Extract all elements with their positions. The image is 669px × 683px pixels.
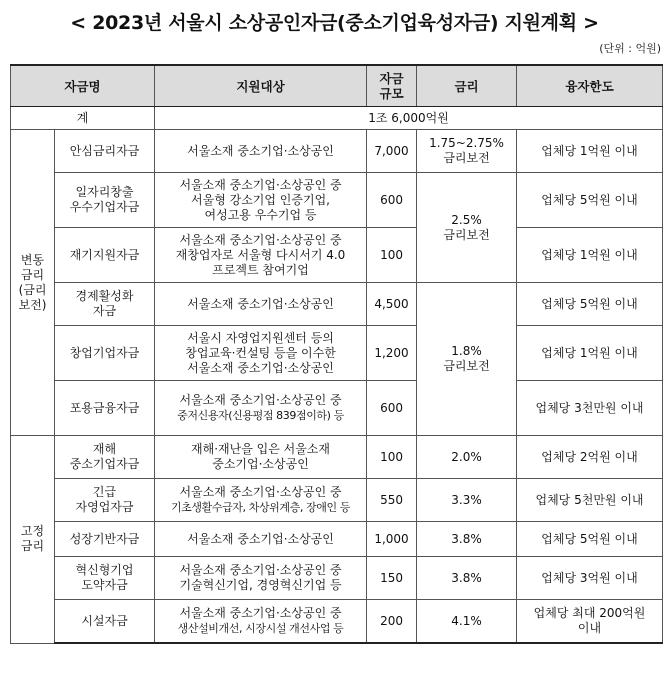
group-label-line: (금리 bbox=[18, 282, 47, 297]
header-scale-line: 규모 bbox=[379, 86, 404, 101]
fund-target-line: 서울소재 중소기업·소상공인 중 bbox=[179, 606, 342, 620]
group-label-line: 금리 bbox=[20, 539, 45, 554]
fund-name-line: 성장기반자금 bbox=[69, 531, 140, 546]
fund-limit-line: 업체당 1억원 이내 bbox=[541, 143, 638, 158]
table-row bbox=[11, 130, 663, 173]
total-row bbox=[11, 107, 663, 130]
fund-target-line: 서울형 강소기업 인증기업, bbox=[191, 192, 330, 207]
total-label: 계 bbox=[11, 107, 155, 130]
fund-name bbox=[55, 283, 155, 326]
header-limit: 융자한도 bbox=[517, 65, 663, 107]
fund-name-line: 재기지원자금 bbox=[69, 247, 140, 262]
table-row bbox=[11, 479, 663, 522]
fund-limit bbox=[517, 228, 663, 283]
fund-scale: 100 bbox=[367, 228, 417, 283]
fund-name bbox=[55, 228, 155, 283]
fund-limit-line: 이내 bbox=[577, 621, 602, 635]
header-scale-line: 자금 bbox=[379, 71, 404, 86]
fund-limit-line: 업체당 최대 200억원 bbox=[533, 606, 646, 620]
fund-target bbox=[155, 283, 367, 326]
fund-name-line: 도약자금 bbox=[81, 578, 128, 592]
table-row bbox=[11, 326, 663, 381]
fund-rate-line: 1.8% bbox=[451, 344, 482, 358]
fund-name-line: 우수기업자금 bbox=[69, 200, 140, 214]
fund-scale: 600 bbox=[367, 381, 417, 436]
fund-limit-line: 업체당 1억원 이내 bbox=[541, 345, 638, 360]
fund-scale: 550 bbox=[367, 479, 417, 522]
fund-name-line: 포용금융자금 bbox=[69, 400, 140, 415]
fund-name-line: 긴급 bbox=[92, 485, 117, 499]
fund-scale: 1,000 bbox=[367, 522, 417, 557]
fund-limit-line: 업체당 5천만원 이내 bbox=[535, 492, 644, 507]
table-row bbox=[11, 381, 663, 436]
group-fixed-rate bbox=[11, 436, 55, 644]
fund-limit-line: 업체당 5억원 이내 bbox=[541, 192, 638, 207]
fund-name-line: 경제활성화 bbox=[75, 289, 134, 303]
fund-name bbox=[55, 600, 155, 644]
fund-target-line: 서울소재 중소기업·소상공인 중 bbox=[179, 177, 342, 192]
fund-limit-line: 업체당 5억원 이내 bbox=[541, 531, 638, 546]
fund-limit bbox=[517, 557, 663, 600]
fund-scale: 100 bbox=[367, 436, 417, 479]
fund-target-line: 프로젝트 참여기업 bbox=[212, 262, 309, 277]
header-rate: 금리 bbox=[417, 65, 517, 107]
fund-target-line: 생산설비개선, 시장시설 개선사업 등 bbox=[177, 622, 344, 635]
total-value: 1조 6,000억원 bbox=[155, 107, 663, 130]
fund-limit bbox=[517, 600, 663, 644]
table-row bbox=[11, 600, 663, 644]
group-label-line: 금리 bbox=[20, 267, 45, 282]
fund-name bbox=[55, 436, 155, 479]
fund-name bbox=[55, 522, 155, 557]
fund-target-line: 기술혁신기업, 경영혁신기업 등 bbox=[179, 578, 342, 592]
fund-target-line: 중소기업·소상공인 bbox=[212, 457, 309, 471]
fund-limit-line: 업체당 3천만원 이내 bbox=[535, 400, 644, 415]
table-row bbox=[11, 557, 663, 600]
fund-target-line: 재해·재난을 입은 서울소재 bbox=[191, 442, 330, 456]
fund-limit-line: 업체당 2억원 이내 bbox=[541, 449, 638, 464]
unit-note: (단위 : 억원) bbox=[599, 42, 661, 55]
fund-rate bbox=[417, 479, 517, 522]
fund-name-line: 시설자금 bbox=[81, 613, 128, 628]
fund-target bbox=[155, 130, 367, 173]
fund-target bbox=[155, 326, 367, 381]
fund-scale: 1,200 bbox=[367, 326, 417, 381]
fund-target-line: 여성고용 우수기업 등 bbox=[204, 207, 317, 222]
table-row bbox=[11, 283, 663, 326]
fund-name-line: 자금 bbox=[92, 304, 117, 318]
fund-target-line: 서울소재 중소기업·소상공인 bbox=[187, 296, 334, 311]
group-label-line: 고정 bbox=[20, 524, 45, 539]
fund-limit bbox=[517, 436, 663, 479]
fund-rate bbox=[417, 557, 517, 600]
fund-limit bbox=[517, 283, 663, 326]
header-fund-name: 자금명 bbox=[11, 65, 155, 107]
fund-target bbox=[155, 522, 367, 557]
fund-name bbox=[55, 557, 155, 600]
fund-rate-line: 3.8% bbox=[451, 570, 482, 585]
fund-limit bbox=[517, 479, 663, 522]
header-scale bbox=[367, 65, 417, 107]
fund-name bbox=[55, 130, 155, 173]
fund-rate-line: 금리보전 bbox=[443, 359, 490, 373]
fund-name-line: 안심금리자금 bbox=[69, 143, 140, 158]
fund-target-line: 기초생활수급자, 차상위계층, 장애인 등 bbox=[170, 501, 351, 514]
fund-rate-line: 2.5% bbox=[451, 212, 482, 227]
table-row bbox=[11, 173, 663, 228]
fund-rate-line: 3.3% bbox=[451, 492, 482, 507]
fund-limit bbox=[517, 381, 663, 436]
table-row bbox=[11, 522, 663, 557]
fund-name-line: 자영업자금 bbox=[75, 500, 134, 514]
fund-rate bbox=[417, 522, 517, 557]
fund-target-line: 서울소재 중소기업·소상공인 중 bbox=[179, 232, 342, 247]
fund-target-line: 서울소재 중소기업·소상공인 bbox=[187, 360, 334, 375]
fund-limit-line: 업체당 3억원 이내 bbox=[541, 570, 638, 585]
fund-target bbox=[155, 436, 367, 479]
fund-limit-line: 업체당 1억원 이내 bbox=[541, 247, 638, 262]
fund-scale: 4,500 bbox=[367, 283, 417, 326]
fund-rate bbox=[417, 436, 517, 479]
group-label-line: 보전) bbox=[18, 297, 47, 312]
table-header-row bbox=[11, 65, 663, 107]
fund-target-line: 서울시 자영업지원센터 등의 bbox=[187, 330, 334, 345]
fund-name-line: 재해 bbox=[92, 442, 117, 456]
fund-limit bbox=[517, 522, 663, 557]
fund-target bbox=[155, 557, 367, 600]
fund-name-line: 창업기업자금 bbox=[69, 345, 140, 360]
fund-target-line: 서울소재 중소기업·소상공인 bbox=[187, 143, 334, 158]
fund-target bbox=[155, 381, 367, 436]
fund-scale: 200 bbox=[367, 600, 417, 644]
fund-rate bbox=[417, 600, 517, 644]
fund-name bbox=[55, 381, 155, 436]
fund-target bbox=[155, 173, 367, 228]
support-plan-table bbox=[10, 64, 663, 644]
fund-rate-line: 1.75~2.75% bbox=[429, 136, 504, 150]
fund-target-line: 중저신용자(신용평점 839점이하) 등 bbox=[177, 409, 344, 422]
fund-limit-line: 업체당 5억원 이내 bbox=[541, 296, 638, 311]
fund-rate-line: 금리보전 bbox=[443, 151, 490, 165]
fund-limit bbox=[517, 173, 663, 228]
header-target: 지원대상 bbox=[155, 65, 367, 107]
fund-name-line: 중소기업자금 bbox=[69, 457, 140, 471]
table-row bbox=[11, 228, 663, 283]
fund-name bbox=[55, 479, 155, 522]
fund-scale: 150 bbox=[367, 557, 417, 600]
fund-scale: 600 bbox=[367, 173, 417, 228]
fund-limit bbox=[517, 130, 663, 173]
fund-target bbox=[155, 479, 367, 522]
fund-rate bbox=[417, 130, 517, 173]
table-row bbox=[11, 436, 663, 479]
fund-target-line: 재창업자로 서울형 다시서기 4.0 bbox=[175, 247, 346, 262]
fund-rate-line: 3.8% bbox=[451, 531, 482, 546]
group-label-line: 변동 bbox=[20, 252, 45, 267]
group-variable-rate bbox=[11, 130, 55, 436]
fund-scale: 7,000 bbox=[367, 130, 417, 173]
fund-rate bbox=[417, 283, 517, 436]
fund-rate-line: 4.1% bbox=[451, 613, 482, 628]
fund-name bbox=[55, 326, 155, 381]
fund-target bbox=[155, 228, 367, 283]
fund-limit bbox=[517, 326, 663, 381]
fund-name-line: 일자리창출 bbox=[75, 185, 134, 199]
fund-rate bbox=[417, 173, 517, 283]
fund-target-line: 서울소재 중소기업·소상공인 중 bbox=[179, 393, 342, 407]
fund-rate-line: 2.0% bbox=[451, 449, 482, 464]
fund-target bbox=[155, 600, 367, 644]
fund-name bbox=[55, 173, 155, 228]
page-title: < 2023년 서울시 소상공인자금(중소기업육성자금) 지원계획 > bbox=[70, 12, 599, 34]
fund-target-line: 서울소재 중소기업·소상공인 중 bbox=[179, 485, 342, 499]
fund-target-line: 서울소재 중소기업·소상공인 중 bbox=[179, 563, 342, 577]
fund-target-line: 창업교육·컨설팅 등을 이수한 bbox=[185, 345, 336, 360]
fund-name-line: 혁신형기업 bbox=[75, 563, 134, 577]
fund-rate-line: 금리보전 bbox=[443, 227, 490, 242]
fund-target-line: 서울소재 중소기업·소상공인 bbox=[187, 531, 334, 546]
